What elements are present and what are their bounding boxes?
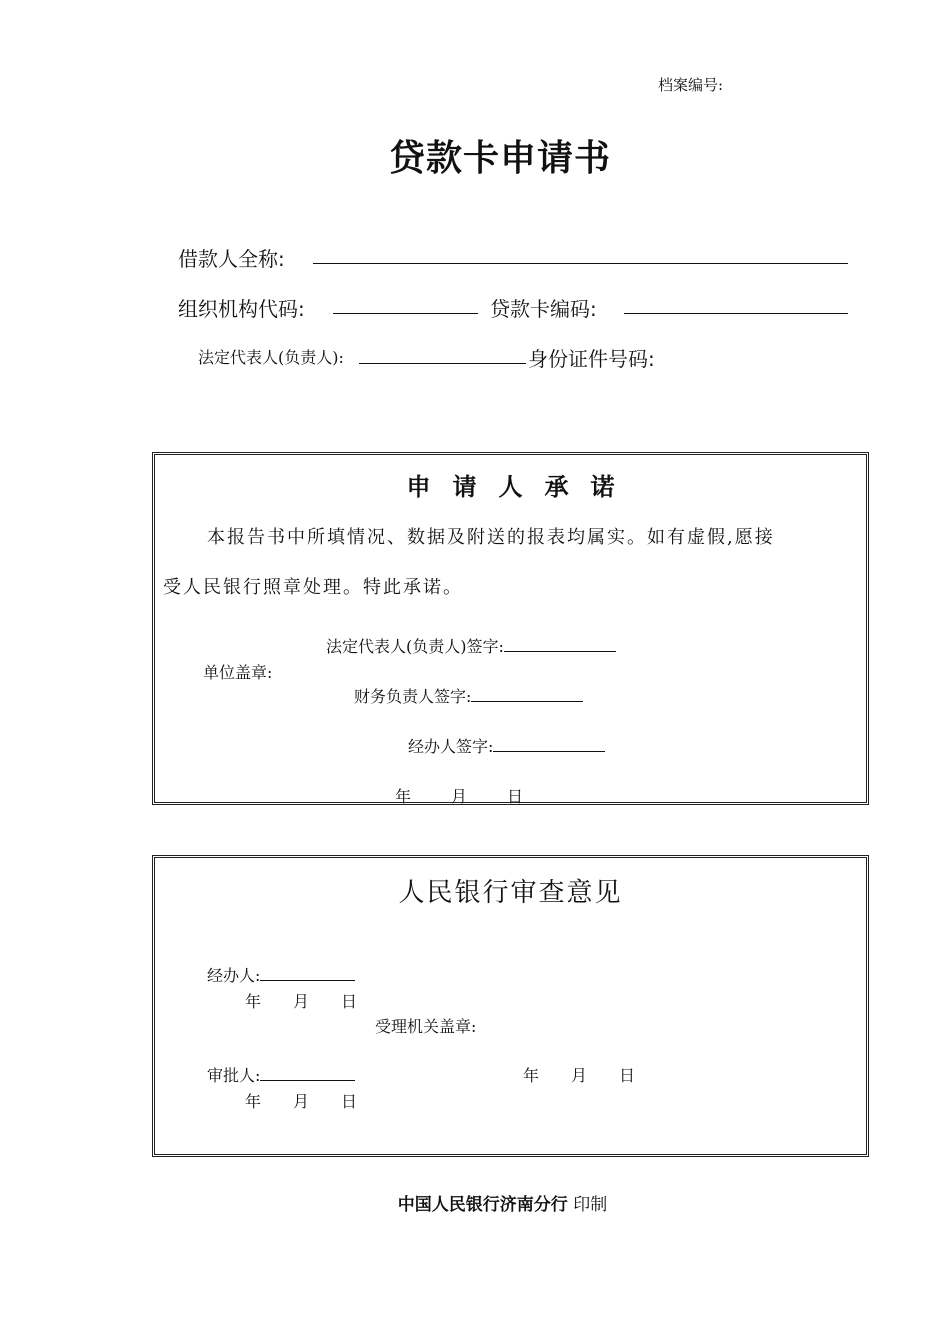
finance-head-sign-line[interactable] (471, 687, 583, 702)
loan-card-number-field[interactable] (624, 313, 848, 314)
date-month-label: 月 (451, 787, 468, 806)
review-handler-date (245, 989, 357, 1012)
legal-rep-sign-label: 法定代表人(负责人)签字: (326, 637, 504, 656)
unit-seal-label: 单位盖章: (203, 663, 273, 682)
borrower-full-name-field[interactable] (313, 263, 848, 264)
commitment-text-line2: 受人民银行照章处理。特此承诺。 (163, 577, 463, 598)
review-handler-label: 经办人: (207, 966, 261, 985)
date-day-label: 日 (507, 787, 524, 806)
date-month-label: 月 (571, 1066, 588, 1085)
date-year-label: 年 (395, 787, 412, 806)
issuer-name: 中国人民银行济南分行 (397, 1195, 568, 1215)
org-code-label: 组织机构代码: (178, 297, 305, 321)
date-month-label: 月 (293, 1092, 310, 1111)
date-month-label: 月 (293, 992, 310, 1011)
pboc-review-box (152, 855, 869, 1157)
applicant-commitment-box (152, 452, 869, 805)
approver-label: 审批人: (207, 1066, 261, 1085)
legal-rep-sign-line[interactable] (504, 637, 616, 652)
archive-number-label: 档案编号: (658, 76, 724, 94)
review-handler-row (207, 963, 355, 986)
handler-sign-row (408, 734, 605, 757)
commitment-date (395, 784, 523, 807)
page-title: 贷款卡申请书 (388, 138, 611, 179)
printed-label: 印制 (573, 1195, 608, 1215)
legal-rep-field[interactable] (359, 363, 526, 364)
handler-sign-label: 经办人签字: (408, 737, 494, 756)
loan-card-number-label: 贷款卡编码: (490, 297, 597, 321)
date-day-label: 日 (341, 992, 358, 1011)
legal-rep-sign-row (326, 634, 616, 657)
finance-head-sign-label: 财务负责人签字: (354, 687, 472, 706)
date-year-label: 年 (245, 992, 262, 1011)
id-number-label: 身份证件号码: (528, 347, 655, 371)
approver-line[interactable] (260, 1066, 355, 1081)
approver-date (245, 1089, 357, 1112)
date-day-label: 日 (619, 1066, 636, 1085)
commitment-text-line1: 本报告书中所填情况、数据及附送的报表均属实。如有虚假,愿接 (207, 527, 775, 548)
accepting-seal-label: 受理机关盖章: (375, 1017, 477, 1036)
date-day-label: 日 (341, 1092, 358, 1111)
borrower-full-name-label: 借款人全称: (178, 247, 285, 271)
date-year-label: 年 (523, 1066, 540, 1085)
finance-head-sign-row (354, 684, 583, 707)
legal-rep-label: 法定代表人(负责人): (198, 348, 344, 367)
seal-date (523, 1063, 635, 1086)
org-code-field[interactable] (333, 313, 478, 314)
review-title: 人民银行审查意见 (398, 878, 623, 908)
review-handler-line[interactable] (260, 966, 355, 981)
date-year-label: 年 (245, 1092, 262, 1111)
commitment-title: 申请人承诺 (406, 473, 637, 501)
footer (0, 1190, 950, 1215)
handler-sign-line[interactable] (493, 737, 605, 752)
approver-row (207, 1063, 355, 1086)
